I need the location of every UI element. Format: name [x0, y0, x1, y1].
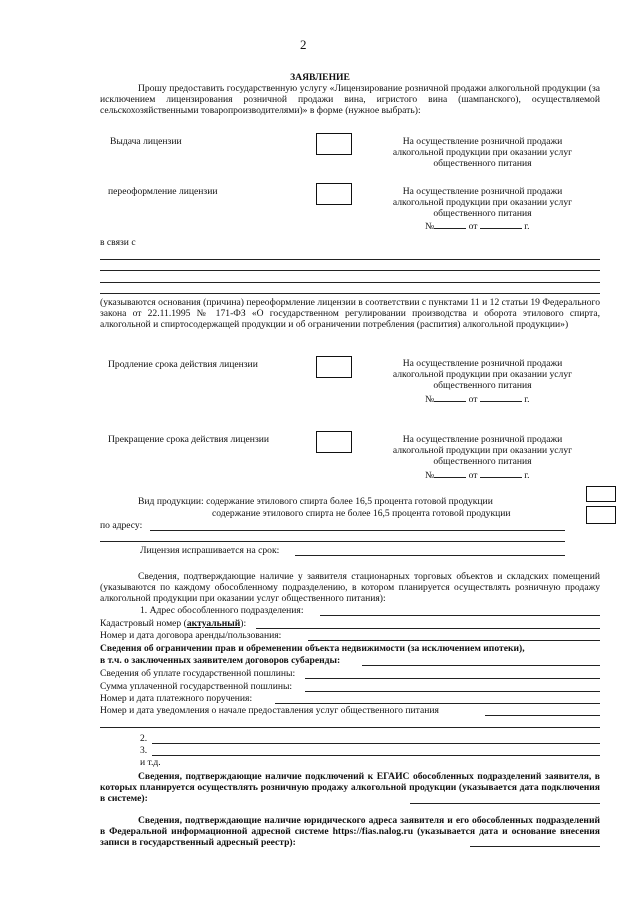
- facilities-intro: Сведения, подтверждающие наличие у заявителя стационарных торговых объектов и складских помещений (указываются по каждому обособленному подразделению, в котором планируется осуществлять розничную продажу алкогольной продукции при оказании услуг общественного питания):: [100, 571, 600, 604]
- product-under-checkbox[interactable]: [586, 506, 616, 524]
- field-lease-label: Номер и дата договора аренды/пользования:: [100, 630, 282, 641]
- field-lease-line[interactable]: [308, 640, 600, 641]
- field-notice-label: Номер и дата уведомления о начале предоставления услуг общественного питания: [100, 705, 439, 716]
- option-issue-label: Выдача лицензии: [110, 136, 182, 147]
- year-suffix: г.: [524, 470, 530, 481]
- product-over-checkbox[interactable]: [586, 486, 616, 502]
- field-restrictions-label-1: Сведения об ограничении прав и обременении объекта недвижимости (за исключением ипотеки),: [100, 643, 525, 654]
- extend-purpose-line2: алкогольной продукции при оказании услуг: [392, 369, 573, 380]
- option-issue-checkbox[interactable]: [316, 133, 352, 155]
- reissue-purpose-line2: алкогольной продукции при оказании услуг: [392, 197, 573, 208]
- reason-line-3[interactable]: [100, 282, 600, 283]
- issue-purpose-line3: общественного питания: [433, 158, 532, 169]
- item-3-line[interactable]: [152, 755, 600, 756]
- number-field[interactable]: [434, 393, 466, 402]
- terminate-license-number: [425, 469, 530, 481]
- term-line[interactable]: [295, 555, 565, 556]
- reason-line-1[interactable]: [100, 259, 600, 260]
- date-field[interactable]: [480, 469, 522, 478]
- document-title: ЗАЯВЛЕНИЕ: [290, 72, 350, 83]
- egais-paragraph: Сведения, подтверждающие наличие подключений к ЕГАИС обособленных подразделений заявителя, в которых планируется осуществлять розничную продажу алкогольной продукции (указывается дата подключения в системе):: [100, 771, 600, 804]
- issue-purpose-line2: алкогольной продукции при оказании услуг: [392, 147, 573, 158]
- number-field[interactable]: [434, 220, 466, 229]
- field-restrictions-line[interactable]: [362, 665, 600, 666]
- date-field[interactable]: [480, 220, 522, 229]
- address-line-1[interactable]: [150, 530, 565, 531]
- option-terminate-checkbox[interactable]: [316, 431, 352, 453]
- field-cadastral-line[interactable]: [256, 628, 600, 629]
- reissue-license-number: [425, 220, 530, 232]
- reissue-purpose-line3: общественного питания: [433, 208, 532, 219]
- option-reissue-checkbox[interactable]: [316, 183, 352, 205]
- field-notice-line[interactable]: [485, 715, 600, 716]
- extend-purpose-line3: общественного питания: [433, 380, 532, 391]
- term-label: Лицензия испрашивается на срок:: [140, 545, 280, 556]
- field-duty-sum-line[interactable]: [305, 691, 600, 692]
- cadastral-suffix: ):: [240, 618, 247, 629]
- number-sign: №: [425, 221, 435, 232]
- date-field[interactable]: [480, 393, 522, 402]
- fias-line[interactable]: [470, 846, 600, 847]
- option-reissue-label: переоформление лицензии: [108, 186, 218, 197]
- option-terminate-label: Прекращение срока действия лицензии: [108, 434, 269, 445]
- intro-paragraph: Прошу предоставить государственную услугу «Лицензирование розничной продажи алкогольной продукции (за исключением лицензирования розничной продажи вина, игристого вина (шампанского), осуществляемой сельскохозяйственными товаропроизводителями)» в форме (нужное выбрать):: [100, 83, 600, 116]
- in-connection-label: в связи с: [100, 237, 136, 248]
- reason-line-4[interactable]: [100, 293, 600, 294]
- number-sign: №: [425, 470, 435, 481]
- option-extend-checkbox[interactable]: [316, 356, 352, 378]
- field-duty-line[interactable]: [305, 678, 600, 679]
- page-number: 2: [300, 37, 307, 52]
- reissue-purpose-line1: На осуществление розничной продажи: [402, 186, 563, 197]
- field-cadastral-label: [100, 618, 246, 629]
- item-3-label: 3.: [140, 745, 148, 756]
- issue-purpose-line1: На осуществление розничной продажи: [402, 136, 563, 147]
- terminate-purpose-line3: общественного питания: [433, 456, 532, 467]
- field-restrictions-label-2: в т.ч. о заключенных заявителем договоров субаренды:: [100, 655, 341, 666]
- terminate-purpose-line1: На осуществление розничной продажи: [402, 434, 563, 445]
- product-type-over-text: содержание этилового спирта более 16,5 процента готовой продукции: [206, 496, 493, 507]
- field-duty-sum-label: Сумма уплаченной государственной пошлины:: [100, 681, 293, 692]
- fias-paragraph: Сведения, подтверждающие наличие юридического адреса заявителя и его обособленных подразделений в Федеральной информационной адресной системе https://fias.nalog.ru (указывается дата и основание внесения записи в государственный адресный реестр):: [100, 815, 600, 848]
- from-word: от: [468, 394, 478, 405]
- terminate-purpose-line2: алкогольной продукции при оказании услуг: [392, 445, 573, 456]
- item-2-line[interactable]: [152, 743, 600, 744]
- product-type-over: [138, 496, 493, 507]
- option-extend-label: Продление срока действия лицензии: [108, 359, 258, 370]
- extend-purpose-line1: На осуществление розничной продажи: [402, 358, 563, 369]
- field-address-line[interactable]: [320, 615, 600, 616]
- egais-line[interactable]: [410, 803, 600, 804]
- product-type-label: Вид продукции:: [138, 496, 204, 507]
- reason-line-2[interactable]: [100, 270, 600, 271]
- field-notice-line-2[interactable]: [100, 727, 600, 728]
- field-address-label: 1. Адрес обособленного подразделения:: [140, 605, 304, 616]
- from-word: от: [468, 470, 478, 481]
- number-field[interactable]: [434, 469, 466, 478]
- cadastral-prefix: Кадастровый номер (: [100, 618, 187, 629]
- address-line-2[interactable]: [100, 541, 565, 542]
- year-suffix: г.: [524, 394, 530, 405]
- reissue-note: (указываются основания (причина) переоформление лицензии в соответствии с пунктами 11 и 12 статьи 19 Федерального закона от 22.11.1995 № 171-ФЗ «О государственном регулировании производства и оборота этилового спирта, алкогольной и спиртосодержащей продукции и об ограничении потребления (распития) алкогольной продукции»): [100, 297, 600, 330]
- cadastral-actual: актуальный: [186, 618, 241, 629]
- from-word: от: [468, 221, 478, 232]
- field-payment-label: Номер и дата платежного поручения:: [100, 693, 253, 704]
- item-2-label: 2.: [140, 733, 148, 744]
- extend-license-number: [425, 393, 530, 405]
- field-payment-line[interactable]: [275, 703, 600, 704]
- address-label: по адресу:: [100, 520, 143, 531]
- field-duty-label: Сведения об уплате государственной пошлины:: [100, 668, 296, 679]
- product-type-under-text: содержание этилового спирта не более 16,5 процента готовой продукции: [212, 508, 511, 519]
- number-sign: №: [425, 394, 435, 405]
- etc-label: и т.д.: [140, 757, 161, 768]
- year-suffix: г.: [524, 221, 530, 232]
